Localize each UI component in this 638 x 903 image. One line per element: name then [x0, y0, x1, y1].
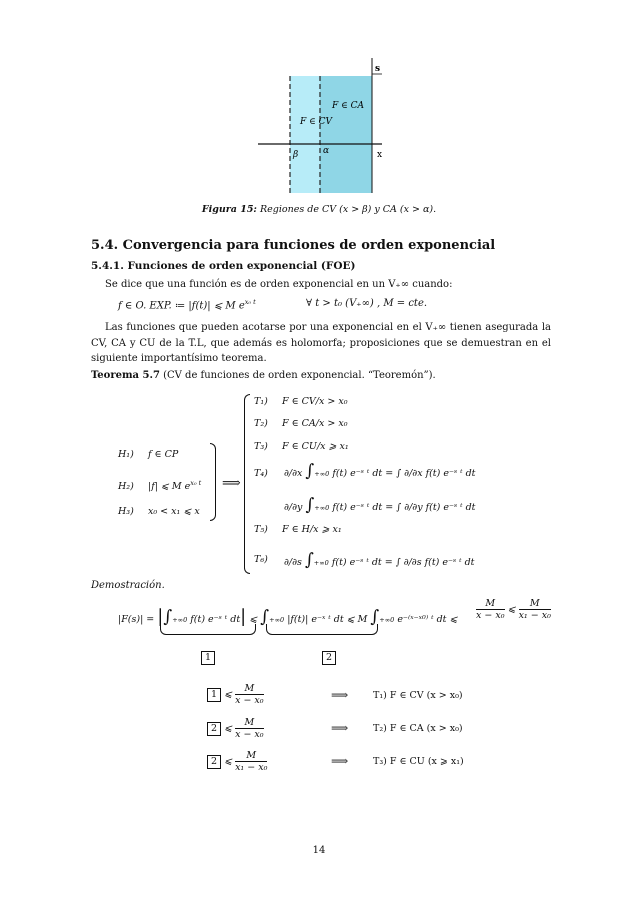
figure-caption	[0, 204, 638, 215]
hypotheses-brace	[210, 443, 216, 521]
paragraph-definition-intro: Se dice que una función es de orden exponencial en un V₊∞ cuando:	[105, 279, 453, 290]
subsection-title: 5.4.1. Funciones de orden exponencial (FOE)	[91, 260, 356, 272]
thesis-6-tag: T₆)	[254, 554, 268, 565]
result-row-2: 2 ⩽ $\frac{M}{\text{x − x₀}}$	[207, 717, 264, 740]
proof-main-inequality: |F(s)| = |∫+∞0 f(t) e⁻ˢ ᵗ dt| ⩽ ∫+∞0 |f(t)| e⁻ˣ ᵗ dt ⩽ M ∫+∞0 e⁻⁽ˣ⁻ˣ⁰⁾ ᵗ dt ⩽	[118, 606, 458, 627]
convergence-regions-figure	[250, 58, 400, 193]
implies-arrow: ⟹	[222, 476, 241, 491]
result-text-3: T₃) F ∈ CU (x ⩾ x₁)	[373, 756, 464, 767]
region-ca-label: F ∈ CA	[332, 101, 365, 111]
section-title: 5.4. Convergencia para funciones de orden exponencial	[91, 238, 496, 253]
region-cv-label: F ∈ CV	[300, 117, 333, 127]
underbrace-1	[160, 624, 256, 635]
definition-formula	[118, 298, 256, 311]
definition-condition: ∀ t > t₀ (V₊∞) , M = cte.	[306, 298, 428, 309]
proof-label: Demostración.	[91, 580, 165, 591]
result-row-1: 1 ⩽ $\frac{M}{\text{x − x₀}}$	[207, 683, 264, 706]
hypothesis-1: H₁) f ∈ CP	[118, 449, 179, 460]
cv-region	[290, 76, 320, 193]
caption-label: Figura 15:	[201, 204, 257, 215]
hypothesis-3: H₃) x₀ < x₁ ⩽ x	[118, 506, 200, 517]
box-label-2: 2	[322, 645, 336, 665]
result-text-2: T₂) F ∈ CA (x > x₀)	[373, 723, 463, 734]
result-row-3: 2 ⩽ $\frac{M}{\text{x₁ − x₀}}$	[207, 750, 267, 773]
thesis-6-line: ∂/∂s ∫+∞0 f(t) e⁻ˢ ᵗ dt = ∫ ∂/∂s f(t) e⁻ˢ ᵗ dt	[284, 550, 475, 570]
theorem-heading	[91, 370, 436, 381]
definition-lhs: f ∈ O. EXP. ≔ |f(t)| ⩽ M e	[118, 300, 245, 312]
axis-s-label: s	[375, 64, 381, 74]
result-arrow-2: ⟹	[331, 721, 349, 735]
thesis-3: T₃) F ∈ CU/x ⩾ x₁	[254, 441, 349, 452]
proof-fraction-1: $\frac{M}{\text{x − x₀}}$ ⩽ $\frac{M}{\text{x₁ − x₀}}$	[476, 598, 551, 621]
ca-region	[320, 76, 372, 193]
axis-x-label: x	[377, 150, 383, 160]
definition-exp: x₀ t	[244, 298, 256, 306]
hypothesis-2: H₂) |f| ⩽ M $e^{x_0 t}$	[118, 479, 202, 493]
result-arrow-1: ⟹	[331, 688, 349, 702]
box-label-1: 1	[201, 645, 215, 665]
alpha-label: α	[323, 146, 330, 156]
thesis-5: T₅) F ∈ H/x ⩾ x₁	[254, 524, 342, 535]
thesis-1: T₁) F ∈ CV/x > x₀	[254, 396, 348, 407]
paragraph-theorem-intro: Las funciones que pueden acotarse por una exponencial en el V₊∞ tienen asegurada la CV, CA y CU de la T.L, que además es holomorfa; proposiciones que se demuestran en el siguiente importantísimo teorema.	[91, 322, 551, 364]
underbrace-2	[266, 624, 378, 635]
thesis-4-tag: T₄)	[254, 468, 268, 479]
caption-text: Regiones de CV (x > β) y CA (x > α).	[259, 204, 437, 215]
theorem-label: Teorema 5.7	[91, 370, 160, 381]
result-text-1: T₁) F ∈ CV (x > x₀)	[373, 690, 463, 701]
theses-brace	[244, 394, 250, 574]
page-number: 14	[312, 845, 326, 856]
theorem-title: (CV de funciones de orden exponencial. “Teoremón”).	[163, 370, 436, 381]
thesis-4-line-1: ∂/∂x ∫+∞0 f(t) e⁻ˢ ᵗ dt = ∫ ∂/∂x f(t) e⁻ˢ ᵗ dt	[284, 461, 476, 481]
thesis-2: T₂) F ∈ CA/x > x₀	[254, 418, 348, 429]
beta-label: β	[293, 150, 299, 160]
thesis-4-line-2: ∂/∂y ∫+∞0 f(t) e⁻ˢ ᵗ dt = ∫ ∂/∂y f(t) e⁻ˢ ᵗ dt	[284, 495, 476, 515]
result-arrow-3: ⟹	[331, 754, 349, 768]
